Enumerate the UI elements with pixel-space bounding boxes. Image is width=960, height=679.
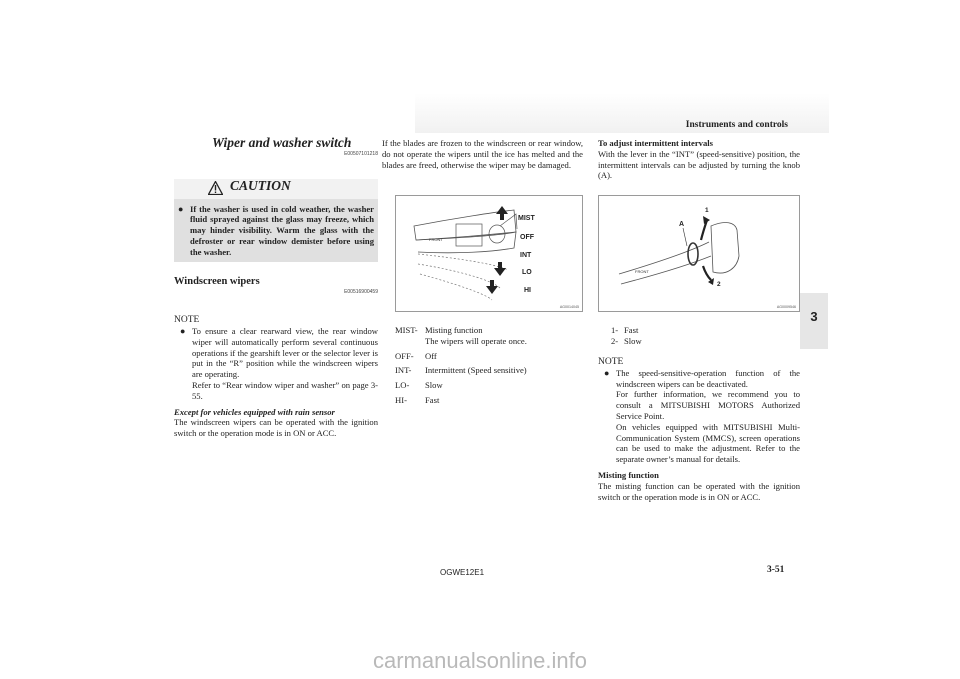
paragraph-ignition: The windscreen wipers can be operated with the ignition switch or the operation mode is in ON or ACC. [174, 417, 378, 439]
front-label: FRONT [429, 237, 443, 242]
note-item [604, 368, 800, 465]
legend-key: HI- [395, 394, 407, 405]
legend-key: MIST- [395, 325, 418, 335]
subhead-intermittent: To adjust intermittent intervals [598, 138, 713, 148]
chapter-tab-number: 3 [810, 309, 818, 324]
caution-header [174, 179, 378, 199]
note-label: NOTE [174, 315, 200, 326]
header-title: Instruments and controls [685, 120, 788, 130]
lever-label-int: INT [520, 252, 532, 259]
paragraph-intermittent: With the lever in the “INT” (speed-sensitive) position, the intermittent intervals can be adjusted by turning the knob (A). [598, 148, 800, 181]
note-text-1: The speed-sensitive-operation function of the windscreen wipers can be deactivated. [616, 367, 800, 389]
legend-value: Fast [624, 325, 639, 335]
legend-key: INT- [395, 365, 412, 376]
caution-item [174, 199, 378, 258]
legend-value: Slow [425, 380, 443, 391]
misting-text: The misting function can be operated with the ignition switch or the operation mode is in ON or ACC. [598, 480, 800, 502]
legend-sub: The wipers will operate once. [425, 335, 527, 346]
lever-label-hi: HI [524, 287, 531, 294]
subsection-code: E00516900459 [344, 289, 378, 296]
lever-label-off: OFF [520, 234, 534, 241]
note-reference: Refer to “Rear window wiper and washer” on page 3-55. [192, 379, 378, 401]
warning-triangle-icon [208, 181, 223, 195]
bullet-icon: ● [604, 367, 610, 378]
legend-value: Misting function [425, 325, 483, 335]
legend-key: OFF- [395, 350, 414, 361]
knob-label-1: 1 [705, 207, 709, 214]
legend-value: Intermittent (Speed sensitive) [425, 365, 527, 376]
knob-drawing [599, 196, 799, 311]
legend-value: Slow [624, 335, 642, 346]
note-text: To ensure a clear rearward view, the rear window wiper will automatically perform several continuous operations if the gearshift lever or the selector lever is put in the “R” position while the windscreen wipers are operating. [192, 325, 378, 380]
note-item [180, 326, 378, 402]
footer-code: OGWE12E1 [440, 568, 485, 577]
legend-row [395, 395, 585, 406]
wiper-legend [395, 325, 585, 410]
wiper-lever-illustration [395, 195, 583, 312]
page-number: 3-51 [767, 565, 785, 575]
column-3-lower [598, 357, 800, 502]
legend-row [395, 351, 585, 362]
title-code: E00507101218 [344, 150, 378, 157]
watermark: carmanualsonline.info [372, 648, 588, 673]
legend-row [395, 325, 585, 347]
bullet-icon: ● [178, 203, 184, 214]
wiper-lever-drawing [396, 196, 582, 311]
legend-key: 2- [611, 335, 619, 346]
knob-label-2: 2 [717, 281, 721, 288]
legend-key: LO- [395, 380, 410, 391]
legend-row [611, 336, 642, 347]
legend-value: Off [425, 350, 437, 361]
legend-row [395, 365, 585, 376]
subhead-rain-sensor: Except for vehicles equipped with rain sensor [174, 406, 335, 417]
legend-row [395, 380, 585, 391]
column-1 [174, 135, 378, 439]
paragraph-frozen-blades: If the blades are frozen to the windscreen or rear window, do not operate the wipers until the ice has melted and the blades are freed, otherwise the wiper may be damaged. [382, 138, 583, 170]
note-text-3: On vehicles equipped with MITSUBISHI Multi-Communication System (MMCS), screen operations can be used to make the adjustment. Refer to the separate owner’s manual for details. [616, 421, 800, 465]
column-3 [598, 138, 800, 181]
legend-value: Fast [425, 394, 440, 405]
figure-code: AG0009546 [776, 305, 796, 309]
figure-code: AG0014045 [559, 305, 579, 309]
knob-label-a: A [679, 221, 685, 228]
column-2 [382, 138, 583, 170]
caution-label: CAUTION [230, 177, 291, 193]
knob-illustration [598, 195, 800, 312]
lever-label-mist: MIST [518, 215, 535, 222]
note-label: NOTE [598, 357, 624, 367]
bullet-icon: ● [180, 325, 186, 336]
knob-legend [611, 325, 642, 347]
lever-label-lo: LO [522, 269, 532, 276]
misting-title: Misting function [598, 469, 659, 480]
front-label: FRONT [635, 269, 649, 274]
note-text-2: For further information, we recommend you to consult a MITSUBISHI MOTORS Authorized Service Point. [616, 389, 800, 421]
caution-text: If the washer is used in cold weather, the washer fluid sprayed against the glass may freeze, which may hinder visibility. Warm the glass with the defroster or rear window demister before using the washer. [190, 203, 374, 257]
caution-box [174, 179, 378, 262]
legend-row [611, 325, 642, 336]
section-title-wiper-washer: Wiper and washer switch [212, 135, 352, 150]
legend-key: 1- [611, 325, 619, 335]
subsection-title-windscreen-wipers: Windscreen wipers [174, 275, 260, 287]
